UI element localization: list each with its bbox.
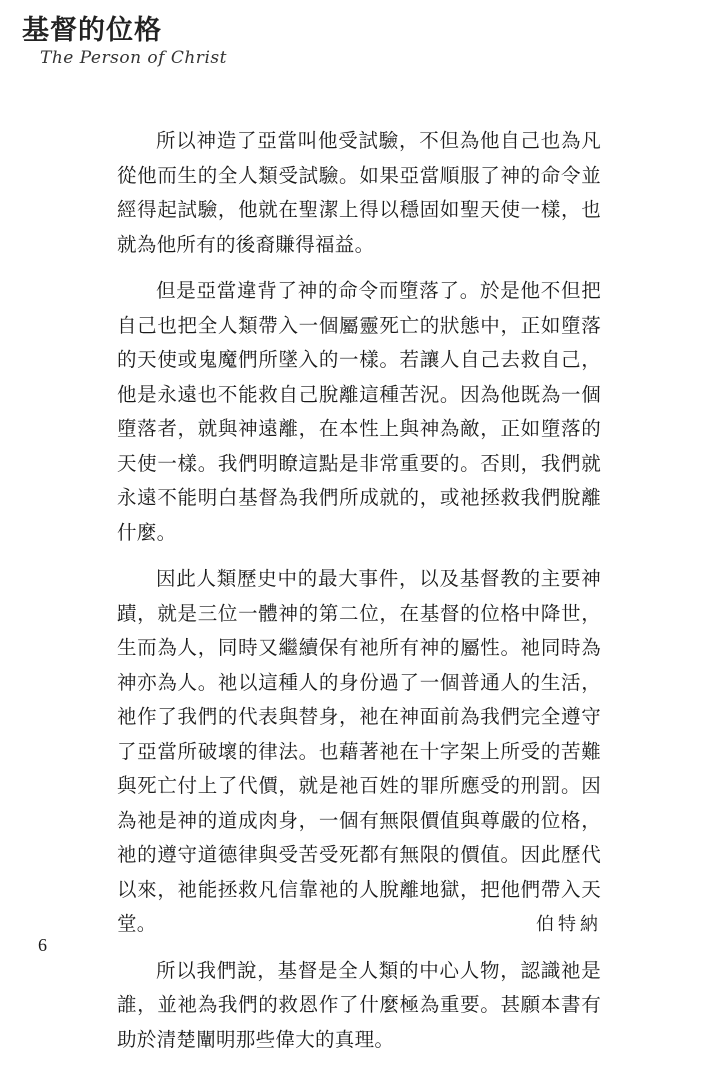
book-subtitle: The Person of Christ: [40, 48, 227, 68]
paragraph-3: 因此人類歷史中的最大事件，以及基督教的主要神蹟，就是三位一體神的第二位，在基督的位格中降世，生而為人，同時又繼續保有祂所有神的屬性。祂同時為神亦為人。祂以這種人的身份過了一個普通人的生活，祂作了我們的代表與替身，祂在神面前為我們完全遵守了亞當所破壞的律法。也藉著祂在十字架上所受的苦難與死亡付上了代價，就是祂百姓的罪所應受的刑罰。因為祂是神的道成肉身，一個有無限價值與尊嚴的位格，祂的遵守道德律與受苦受死都有無限的價值。因此歷代以來，祂能拯救凡信靠祂的人脫離地獄，把他們帶入天堂。: [117, 567, 601, 935]
main-text: [117, 124, 601, 1069]
paragraph-1: 所以神造了亞當叫他受試驗，不但為他自己也為凡從他而生的全人類受試驗。如果亞當順服了神的命令並經得起試驗，他就在聖潔上得以穩固如聖天使一樣，也就為他所有的後裔賺得福益。: [117, 129, 601, 256]
running-header: [22, 14, 227, 68]
book-title: 基督的位格: [22, 15, 162, 46]
page-number: 6: [38, 935, 47, 955]
paragraph-4: 所以我們說，基督是全人類的中心人物，認識祂是誰，並祂為我們的救恩作了什麼極為重要。甚願本書有助於清楚闡明那些偉大的真理。: [117, 958, 601, 1051]
paragraph-2: 但是亞當違背了神的命令而墮落了。於是他不但把自己也把全人類帶入一個屬靈死亡的狀態中，正如墮落的天使或鬼魔們所墜入的一樣。若讓人自己去救自己，他是永遠也不能救自己脫離這種苦況。因為他既為一個墮落者，就與神遠離，在本性上與神為敵，正如墮落的天使一樣。我們明瞭這點是非常重要的。否則，我們就永遠不能明白基督為我們所成就的，或祂拯救我們脫離什麼。: [117, 279, 601, 544]
author-signature: 伯特納: [536, 914, 602, 935]
